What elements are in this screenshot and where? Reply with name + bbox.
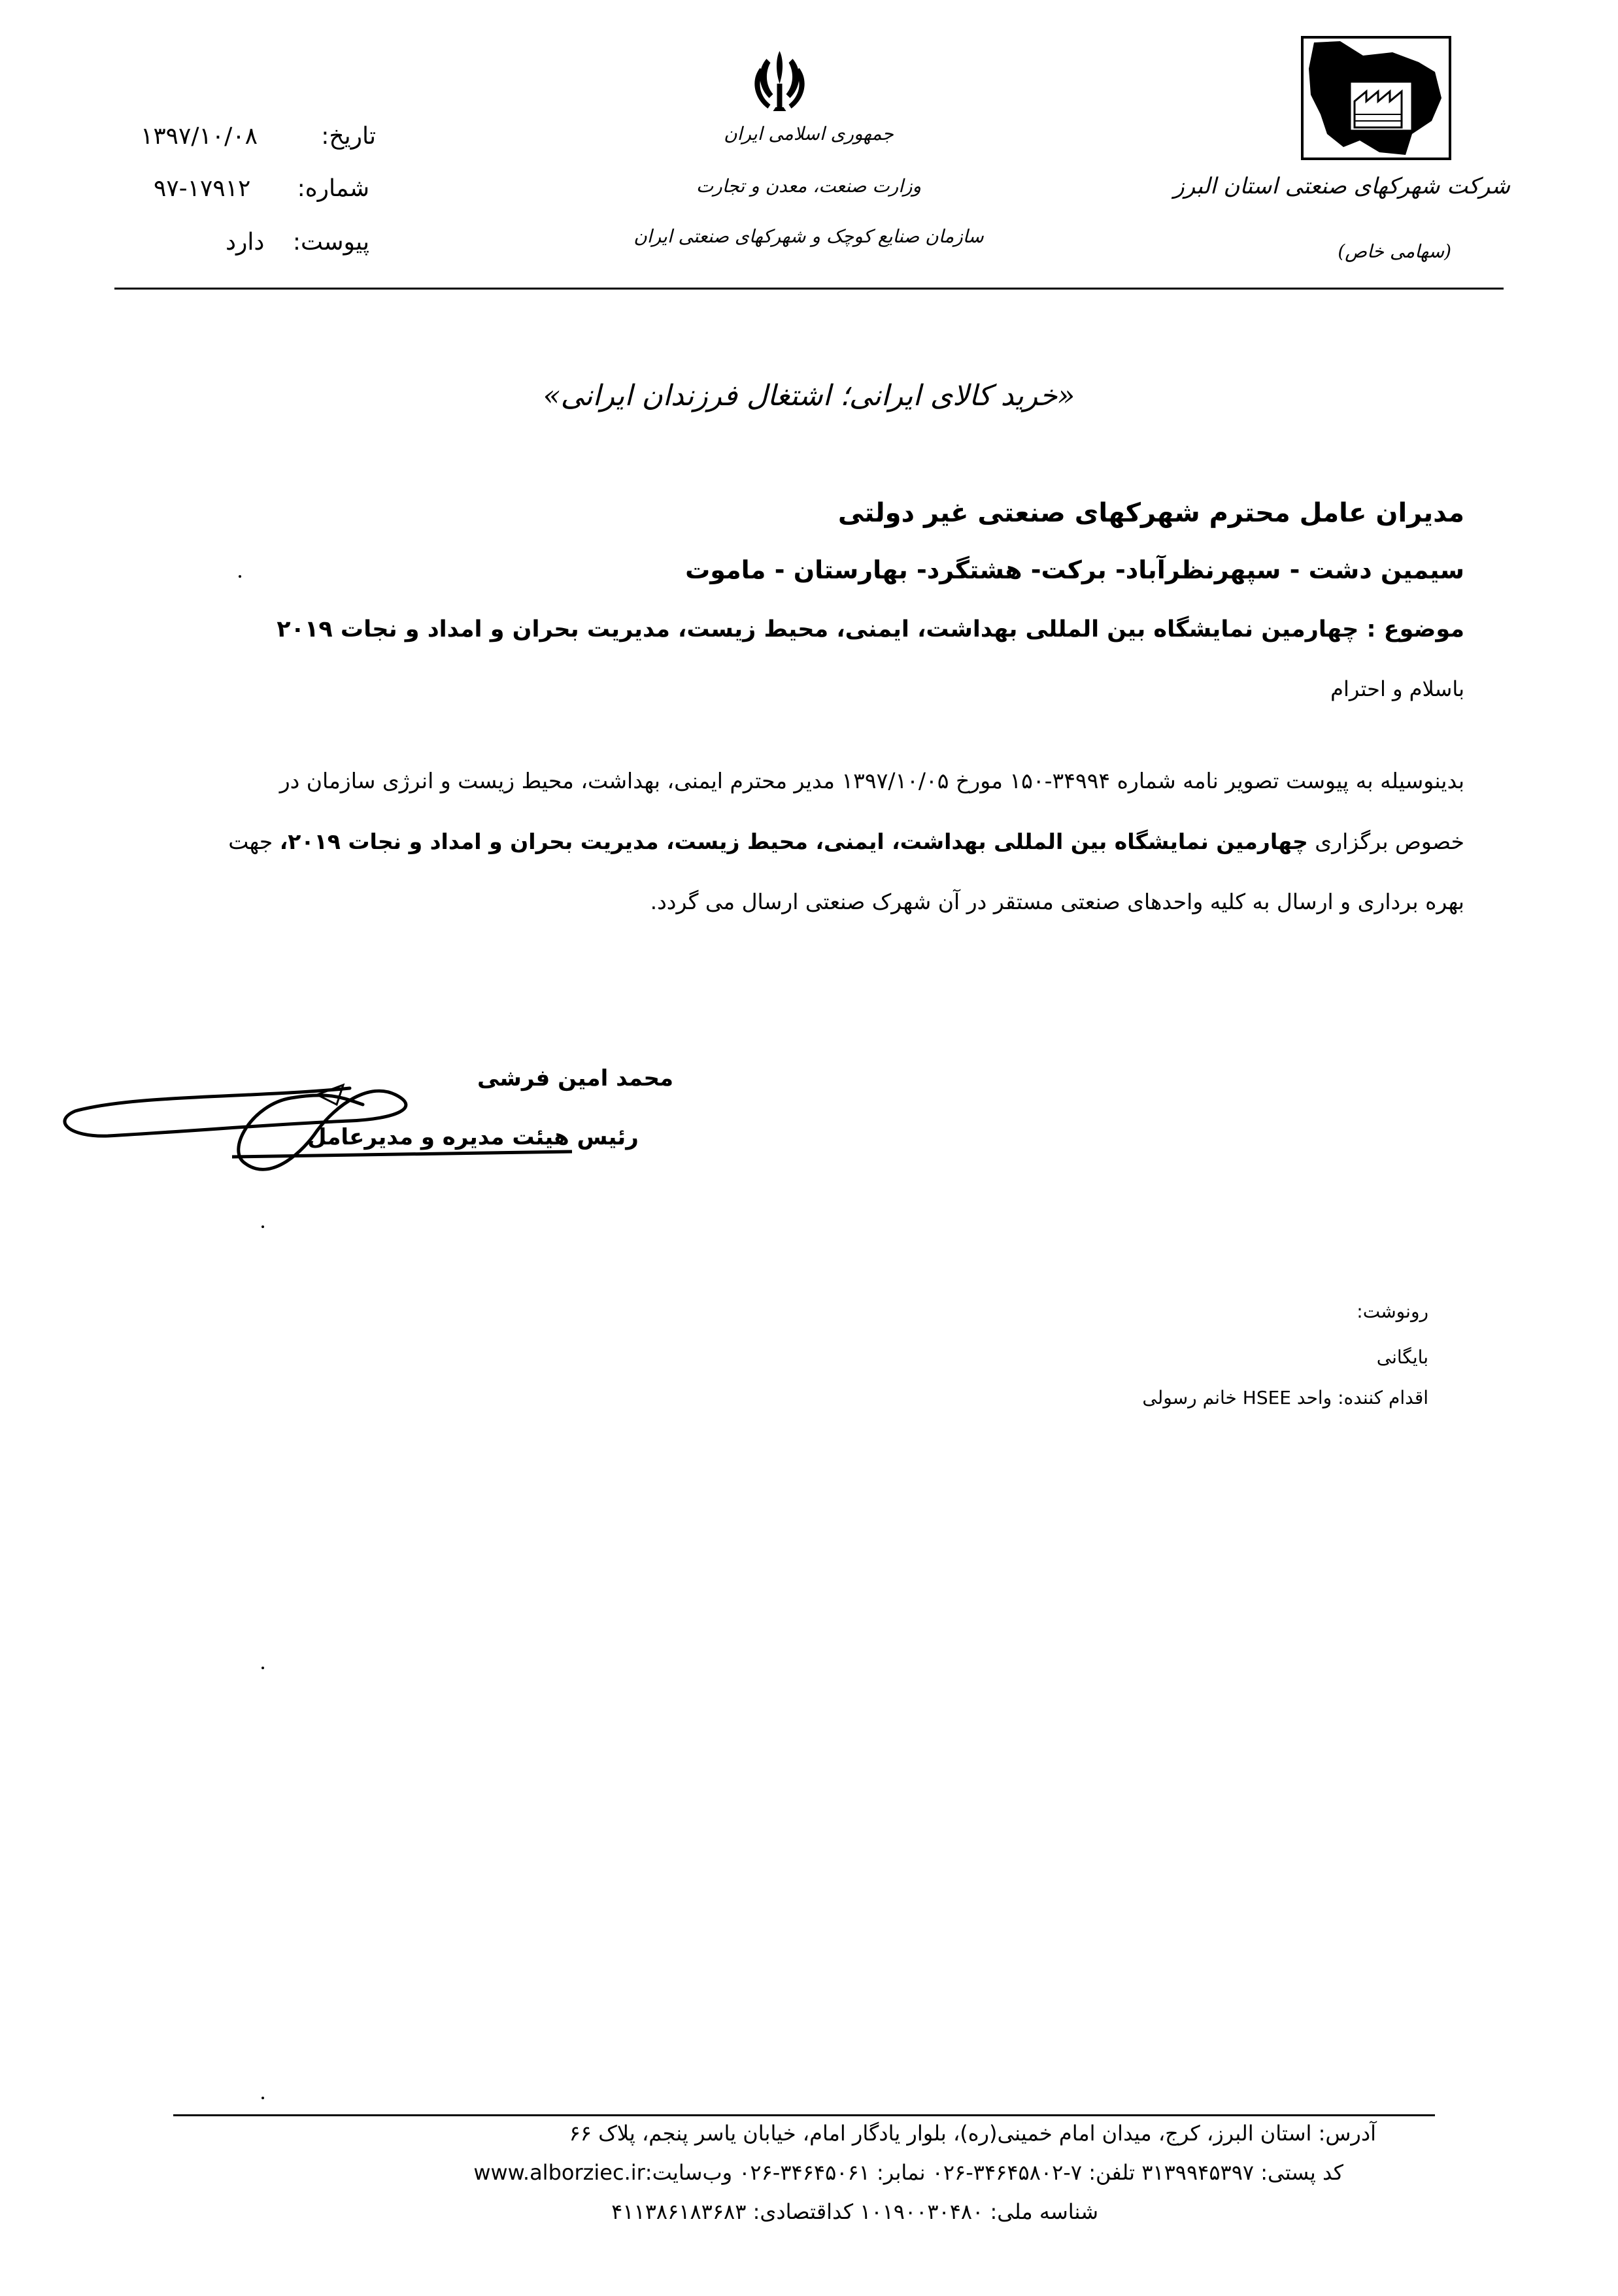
company-type: (سهامی خاص) <box>1338 241 1451 262</box>
organization-name: سازمان صنایع کوچک و شهرکهای صنعتی ایران <box>633 225 984 247</box>
scan-speck <box>261 1667 264 1669</box>
cc-label: رونوشت: <box>1357 1301 1428 1322</box>
recipients-line-2: سیمین دشت - سپهرنظرآباد- برکت- هشتگرد- بهارستان - ماموت <box>685 556 1464 584</box>
body-line-2-bold: چهارمین نمایشگاه بین المللی بهداشت، ایمنی، محیط زیست، مدیریت بحران و امداد و نجات ۲۰۱۹، <box>279 829 1308 854</box>
number-value: ۹۷-۱۷۹۱۲ <box>154 175 251 202</box>
recipients-line-1: مدیران عامل محترم شهرکهای صنعتی غیر دولتی <box>837 498 1464 528</box>
date-value: ۱۳۹۷/۱۰/۰۸ <box>141 123 258 150</box>
company-name: شرکت شهرکهای صنعتی استان البرز <box>1173 173 1510 199</box>
attachment-value: دارد <box>226 229 265 256</box>
footer-contact: کد پستی: ۳۱۳۹۹۴۵۳۹۷ تلفن: ۷-۳۴۶۴۵۸۰۲-۰۲۶ نمابر: ۳۴۶۴۵۰۶۱-۰۲۶ وب‌سایت:www.alborziec.ir <box>473 2160 1343 2185</box>
body-line-3: بهره برداری و ارسال به کلیه واحدهای صنعتی مستقر در آن شهرک صنعتی ارسال می گردد. <box>650 889 1464 914</box>
date-label: تاریخ: <box>321 123 376 150</box>
slogan: «خرید کالای ایرانی؛ اشتغال فرزندان ایرانی» <box>543 379 1075 412</box>
scan-speck <box>261 2097 264 2099</box>
scan-speck <box>239 575 241 578</box>
signatory-name: محمد امین فرشی <box>477 1065 674 1091</box>
subject-line: موضوع : چهارمین نمایشگاه بین المللی بهداشت، ایمنی، محیط زیست، مدیریت بحران و امداد و نجات ۲۰۱۹ <box>277 616 1464 642</box>
header-divider <box>114 288 1504 290</box>
cc-archive: بایگانی <box>1376 1346 1428 1368</box>
cc-action: اقدام کننده: واحد HSEE خانم رسولی <box>1142 1387 1428 1408</box>
footer-ids: شناسه ملی: ۱۰۱۹۰۰۳۰۴۸۰ کداقتصادی: ۴۱۱۳۸۶۱۸۳۶۸۳ <box>611 2199 1098 2224</box>
scan-speck <box>261 1225 264 1228</box>
body-line-2-suffix: جهت <box>228 829 273 854</box>
iran-emblem-icon <box>745 46 814 118</box>
ministry-name: وزارت صنعت، معدن و تجارت <box>696 175 922 197</box>
greeting: باسلام و احترام <box>1330 676 1464 701</box>
republic-name: جمهوری اسلامی ایران <box>724 123 894 144</box>
body-line-2 <box>150 829 1464 854</box>
number-label: شماره: <box>297 175 369 202</box>
body-line-2-prefix: خصوص برگزاری <box>1315 829 1464 854</box>
footer-divider <box>173 2114 1435 2116</box>
footer-address: آدرس: استان البرز، کرج، میدان امام خمینی(ره)، بلوار یادگار امام، خیابان یاسر پنجم، پلاک ۶۶ <box>569 2121 1376 2146</box>
attachment-row <box>226 229 369 261</box>
number-row <box>154 175 369 208</box>
alborz-industrial-estates-logo <box>1301 36 1451 160</box>
body-line-1: بدینوسیله به پیوست تصویر نامه شماره ۳۴۹۹۴-۱۵۰ مورخ ۱۳۹۷/۱۰/۰۵ مدیر محترم ایمنی، بهداشت، محیط زیست و انرژی سازمان در <box>279 768 1464 793</box>
attachment-label: پیوست: <box>292 229 369 256</box>
date-row <box>141 123 376 156</box>
signatory-title: رئیس هیئت مدیره و مدیرعامل <box>307 1124 639 1150</box>
